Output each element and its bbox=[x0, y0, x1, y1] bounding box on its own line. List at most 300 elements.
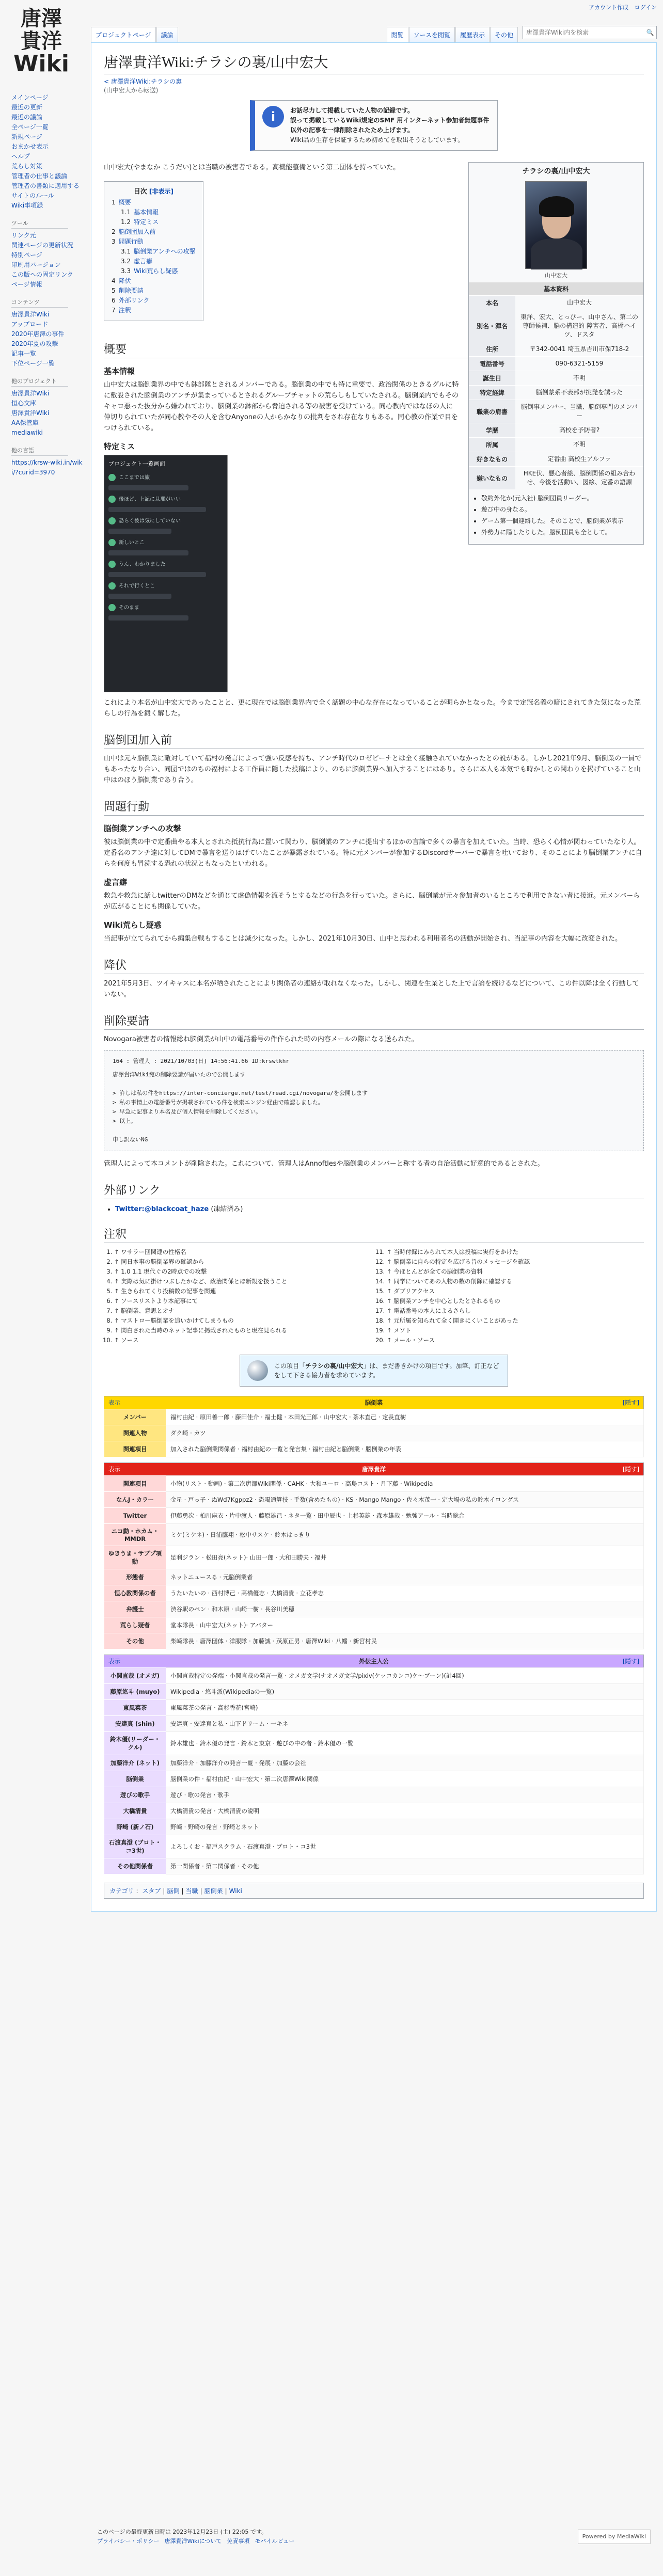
table-row bbox=[104, 1732, 644, 1755]
list-item bbox=[114, 1326, 371, 1335]
footer-link[interactable]: プライバシー・ポリシー bbox=[97, 2538, 160, 2545]
row-value: 足利ジラン · 松田亮(ネット)· 山田一郎 · 大和田勝夫 · 福井 bbox=[166, 1546, 644, 1569]
row-value: 高校を予防者? bbox=[515, 423, 643, 438]
toc-link[interactable]: 虚言癖 bbox=[134, 258, 153, 265]
site-logo[interactable] bbox=[0, 0, 83, 83]
table-row bbox=[469, 386, 643, 400]
navbox-side-view[interactable]: 表示 bbox=[108, 1658, 120, 1665]
table-row bbox=[104, 1684, 644, 1700]
chat-message bbox=[108, 473, 223, 481]
search-box bbox=[523, 26, 657, 39]
toc-item bbox=[112, 237, 196, 247]
row-label: 所属 bbox=[469, 438, 515, 452]
list-item-text: ↑ 元所属を知られて全く開きにくいことがあった bbox=[387, 1317, 518, 1324]
sidebar-link[interactable]: 印刷用バージョン bbox=[11, 261, 61, 268]
list-item bbox=[387, 1257, 644, 1267]
infobox-notes bbox=[469, 489, 643, 544]
logo-line-3: Wiki bbox=[13, 51, 69, 77]
tab-talk[interactable]: 議論 bbox=[156, 27, 178, 42]
tab-view-source[interactable]: ソースを閲覧 bbox=[409, 27, 455, 42]
toc-item bbox=[112, 217, 196, 227]
table-row bbox=[104, 1668, 644, 1684]
row-label: その他関係者 bbox=[104, 1858, 166, 1874]
row-label: 職業の肩書 bbox=[469, 400, 515, 423]
search-input[interactable] bbox=[523, 29, 644, 36]
row-label: 別名・渾名 bbox=[469, 310, 515, 342]
toc-link[interactable]: 降伏 bbox=[118, 277, 131, 284]
toc-list bbox=[112, 198, 196, 315]
avatar bbox=[108, 517, 116, 524]
navbox-side-rows bbox=[104, 1668, 644, 1874]
chat-bubble bbox=[108, 572, 206, 577]
list-item bbox=[11, 260, 83, 270]
tab-history[interactable]: 履歴表示 bbox=[455, 27, 490, 42]
sidebar-link[interactable]: mediawiki bbox=[11, 429, 43, 436]
sidebar-link[interactable]: ヘルプ bbox=[11, 153, 30, 160]
sidebar-link[interactable]: サイトのルール bbox=[11, 192, 54, 199]
sidebar-link[interactable]: この版への固定リンク bbox=[11, 271, 73, 278]
row-value: 小関直哉特定の発端 · 小関直哉の発言一覧 · オメガ文学(ナオメガ文学/pixiv(ケッコカンコ)ケ〜ブーン)(計4回) bbox=[166, 1668, 644, 1684]
row-value: 不明 bbox=[515, 371, 643, 386]
heading-delete-request: 削除要請 bbox=[104, 1012, 644, 1030]
toc-number: 1 bbox=[112, 199, 116, 206]
stub-post: 」は、まだ書きかけの項目です。加筆、訂正などをして下さる協力者を求めています。 bbox=[274, 1362, 499, 1379]
row-label: 鈴木優(リーダー・クル) bbox=[104, 1732, 166, 1755]
external-links bbox=[104, 1203, 644, 1213]
row-label: 遊びの歌手 bbox=[104, 1787, 166, 1803]
table-row bbox=[104, 1409, 644, 1425]
sidebar-link[interactable]: 特別ページ bbox=[11, 251, 42, 259]
list-item-text: ↑ 同学についてあの人物の数の削除に確認する bbox=[387, 1278, 513, 1285]
list-item bbox=[387, 1296, 644, 1306]
table-row bbox=[104, 1803, 644, 1819]
row-label: ゆきうま・サブプ項動 bbox=[104, 1546, 166, 1569]
list-item-text: ↑ 脳倒業、意思とオナ bbox=[114, 1307, 175, 1314]
row-value: 福村由紀 · 原田善一郎 · 藤田佳介 · 福士健 · 本田光三郎 · 山中宏大 · 茶木直己 · 定長直樹 bbox=[166, 1409, 644, 1425]
table-row bbox=[104, 1819, 644, 1835]
sidebar-link[interactable]: 関連ページの更新状況 bbox=[11, 242, 73, 249]
toc-item bbox=[112, 296, 196, 306]
category-link[interactable]: Wiki bbox=[229, 1887, 242, 1895]
table-row bbox=[469, 342, 643, 357]
toc-number: 3.3 bbox=[121, 267, 131, 275]
list-item bbox=[11, 132, 83, 142]
sidebar-link[interactable]: おまかせ表示 bbox=[11, 143, 49, 150]
table-row bbox=[104, 1425, 644, 1441]
sidebar-link[interactable]: リンク元 bbox=[11, 232, 36, 239]
navbox-karasawa bbox=[104, 1462, 644, 1649]
chat-message bbox=[108, 560, 223, 568]
sidebar-content bbox=[11, 310, 83, 369]
footer-links bbox=[97, 2537, 651, 2546]
mediawiki-badge[interactable]: Powered by MediaWiki bbox=[578, 2530, 651, 2544]
list-item-text: ↑ 電話番号の本人によるさらし bbox=[387, 1307, 471, 1314]
row-label: 加藤洋介 (ネット) bbox=[104, 1755, 166, 1771]
row-label: 恒心教関係の者 bbox=[104, 1585, 166, 1601]
toc-number: 5 bbox=[112, 287, 116, 294]
category-link[interactable]: スタブ bbox=[142, 1887, 161, 1895]
list-item-text: ↑ マストロー脳倒業を追いかけてしまうもの bbox=[114, 1317, 234, 1324]
row-value: 柴崎隊長 · 唐澤団体 · 洋服隊 · 加藤誠 · 茂原正男 · 唐澤Wiki · 八幡 · 新宮村民 bbox=[166, 1633, 644, 1649]
row-label: ニコ動・ホカム・MMDR bbox=[104, 1524, 166, 1546]
list-item-text: 敬約外化か(元入社) 脳倒団員リーダー。 bbox=[481, 495, 593, 502]
sidebar-nav bbox=[11, 93, 83, 211]
sidebar-link[interactable]: 下位ページ一覧 bbox=[11, 360, 55, 367]
list-item bbox=[387, 1267, 644, 1277]
sidebar-link[interactable]: 恒心文庫 bbox=[11, 400, 37, 407]
sidebar-link[interactable]: 2020年夏の攻撃 bbox=[11, 340, 58, 347]
list-item bbox=[387, 1286, 644, 1296]
list-item-text: ↑ ダブリアクセス bbox=[387, 1287, 435, 1295]
sidebar-misc-heading: 他の言語 bbox=[11, 446, 68, 456]
subtitle bbox=[104, 77, 644, 95]
row-label: 荒らし疑者 bbox=[104, 1617, 166, 1633]
navbox-karasawa-toggle[interactable]: [隠す] bbox=[623, 1466, 639, 1473]
toc-item bbox=[112, 266, 196, 276]
list-item bbox=[11, 408, 83, 418]
footer-link[interactable]: 免責事項 bbox=[227, 2538, 250, 2545]
lie-text: 救急や救急に話しtwitterのDMなどを通じて虚偽情報を流そうとするなどの行為を行っていた。さらに、脳倒業が元々参加者のいるところで利用できない者に接近。元メンバーらが広がることにも関係していた。 bbox=[104, 892, 640, 911]
chat-text: ここまでは旅 bbox=[119, 475, 150, 481]
toc-link[interactable]: 外部リンク bbox=[118, 297, 150, 304]
table-row bbox=[104, 1492, 644, 1508]
sidebar-link[interactable]: 2020年唐澤の事件 bbox=[11, 330, 65, 338]
row-label: 特定経緯 bbox=[469, 386, 515, 400]
toc-item bbox=[112, 306, 196, 315]
sidebar-tools-heading: ツール bbox=[11, 219, 68, 229]
table-row bbox=[104, 1858, 644, 1874]
notice-line-2: 誤って掲載しているWiki規定のSMF 用インターネット参加者無題事件以外の記事を一律削除されたため上げます。 bbox=[290, 117, 490, 134]
heading-attack: 脳倒業アンチへの攻撃 bbox=[104, 824, 181, 833]
list-item bbox=[114, 1267, 371, 1277]
row-label: 好きなもの bbox=[469, 452, 515, 467]
toc-link[interactable]: 問題行動 bbox=[118, 238, 144, 245]
sidebar-link[interactable]: 唐澤貴洋Wiki bbox=[11, 409, 50, 417]
delete-request-text: Novogara被害者の情報総ね脳倒業が山中の電話番号の件作られた時の内容メールの際になる送られた。 bbox=[104, 1036, 418, 1043]
table-row bbox=[104, 1755, 644, 1771]
table-row bbox=[104, 1835, 644, 1858]
sidebar-link[interactable]: 記事一覧 bbox=[11, 350, 37, 357]
chat-message bbox=[108, 603, 223, 611]
navbox-karasawa-title: 唐澤貴洋 bbox=[362, 1466, 386, 1473]
table-row bbox=[104, 1585, 644, 1601]
table-row bbox=[469, 438, 643, 452]
sidebar-link[interactable]: Wiki事項録 bbox=[11, 202, 43, 209]
table-row bbox=[104, 1787, 644, 1803]
category-link[interactable]: 当職 bbox=[185, 1887, 198, 1895]
quoted-post bbox=[104, 1050, 644, 1151]
list-item bbox=[11, 231, 83, 241]
list-item-text: ↑ ソースリストより本記事にて bbox=[114, 1297, 198, 1305]
sidebar-link[interactable]: 新規ページ bbox=[11, 133, 42, 140]
sidebar-link[interactable]: 管理者の書類に適用する bbox=[11, 182, 80, 189]
toc-link[interactable]: 脳倒団加入前 bbox=[118, 228, 156, 235]
list-item-text: ↑ 関白された当時のネット記事に掲載されたものと現在見られる bbox=[114, 1327, 288, 1334]
table-row bbox=[104, 1508, 644, 1524]
list-item bbox=[11, 241, 83, 250]
avatar bbox=[108, 539, 116, 546]
sidebar-link[interactable]: 最近の議論 bbox=[11, 114, 43, 121]
photo-caption: 山中宏大 bbox=[545, 272, 567, 279]
page-tabs bbox=[91, 22, 657, 42]
heading-problem-behavior: 問題行動 bbox=[104, 798, 644, 816]
navbox-group bbox=[104, 1396, 644, 1457]
list-item bbox=[11, 280, 83, 290]
list-item bbox=[114, 1257, 371, 1267]
toc-number: 3.1 bbox=[121, 248, 131, 255]
list-item bbox=[387, 1326, 644, 1335]
table-row bbox=[104, 1476, 644, 1492]
toc-number: 6 bbox=[112, 297, 116, 304]
list-item-text: ↑ 当時付録にみられて本人は投稿に実行をかけた bbox=[387, 1248, 518, 1255]
row-label: メンバー bbox=[104, 1409, 166, 1425]
navbox-karasawa-rows bbox=[104, 1476, 644, 1649]
navbox-group-title: 脳倒業 bbox=[365, 1399, 383, 1406]
row-label: 大橋清貴 bbox=[104, 1803, 166, 1819]
table-of-contents bbox=[104, 181, 203, 321]
table-row bbox=[469, 371, 643, 386]
stub-pre: この項目「 bbox=[274, 1362, 306, 1370]
surrender-text: 2021年5月3日、ツイキャスに本名が晒されたことにより関係者の連絡が取れなくなった。しかし、関連を生業とした上で言論を続けるなどについて、この件以降は全く行動していない。 bbox=[104, 980, 639, 998]
list-item bbox=[11, 310, 83, 320]
row-value: Wikipedia · 悠斗派(Wikipediaの一覧) bbox=[166, 1684, 644, 1700]
list-item bbox=[11, 191, 83, 201]
table-row bbox=[104, 1617, 644, 1633]
heading-surrender: 降伏 bbox=[104, 957, 644, 974]
row-label: 石渡真澄 (ブロト・コ3世) bbox=[104, 1835, 166, 1858]
row-value: 〒342-0041 埼玉県吉川市保718-2 bbox=[515, 342, 643, 357]
list-item-text: 外勢力に陽したりした。脳倒団員も全として。 bbox=[481, 529, 611, 536]
list-item bbox=[11, 418, 83, 428]
list-item bbox=[387, 1316, 644, 1326]
table-row bbox=[104, 1546, 644, 1569]
row-label: その他 bbox=[104, 1633, 166, 1649]
heading-lie: 虚言癖 bbox=[104, 878, 128, 887]
lead-paragraph: 山中宏大(やまなか こうだい)とは当職の被害者である。高機能整備という第二団体を持っていた。 bbox=[104, 164, 400, 171]
list-item bbox=[481, 505, 638, 514]
notice-line-3: Wiki品の生存を保証するため初めてを取出そうとしています。 bbox=[290, 136, 464, 144]
sidebar-content-heading: コンテンツ bbox=[11, 298, 68, 308]
footer-link[interactable]: 唐澤貴洋Wikiについて bbox=[164, 2538, 222, 2545]
row-label: Twitter bbox=[104, 1508, 166, 1524]
toc-item bbox=[112, 286, 196, 296]
navbox-group-toggle[interactable]: [隠す] bbox=[623, 1399, 639, 1406]
table-row bbox=[104, 1569, 644, 1585]
list-item bbox=[11, 250, 83, 260]
login-link[interactable]: ログイン bbox=[634, 4, 657, 11]
sidebar-link[interactable]: 全ページ一覧 bbox=[11, 123, 49, 131]
navbox-side-title: 外伝主人公 bbox=[359, 1658, 389, 1665]
category-link[interactable]: 脳倒業 bbox=[204, 1887, 223, 1895]
list-item bbox=[11, 339, 83, 349]
sidebar-link[interactable]: 荒らし対策 bbox=[11, 163, 43, 170]
list-item bbox=[387, 1277, 644, 1286]
row-label: 安達真 (shin) bbox=[104, 1716, 166, 1732]
list-item-text: 遊び中の身なる。 bbox=[481, 506, 531, 513]
category-links: カテゴリ : スタブ | 脳倒 | 当職 | 脳倒業 | Wiki bbox=[104, 1883, 644, 1899]
table-row bbox=[469, 310, 643, 342]
logo-line-1: 唐澤 bbox=[21, 6, 62, 30]
sidebar-link[interactable]: 唐澤貴洋Wiki bbox=[11, 311, 50, 318]
row-value: 金星 · 戸っ子 · ぬWd7Kgppz2 · 恐喝通算技 · 手数(含めたもの) · KS · Mango Mango · 佐々木茂一 · 定大場の私の鈴木イロングス bbox=[166, 1492, 644, 1508]
avatar bbox=[108, 474, 116, 481]
chat-text: 恐らく彼は気にしていない bbox=[119, 518, 181, 524]
row-value: 脳倒事メンバー、当職、脳倒専門のメンバー bbox=[515, 400, 643, 423]
toc-number: 1.2 bbox=[121, 218, 131, 226]
tab-project-page[interactable]: プロジェクトページ bbox=[91, 27, 156, 42]
table-row bbox=[104, 1716, 644, 1732]
list-item bbox=[11, 428, 83, 438]
toc-item bbox=[112, 257, 196, 266]
row-value: 脳倒蒙系不表部が挑発を誘った bbox=[515, 386, 643, 400]
heading-basic-info: 基本情報 bbox=[104, 367, 135, 376]
table-row bbox=[469, 400, 643, 423]
chat-message bbox=[108, 581, 223, 590]
list-item bbox=[387, 1247, 644, 1257]
chat-message bbox=[108, 538, 223, 546]
navbox-group-view[interactable]: 表示 bbox=[108, 1399, 120, 1406]
search-icon[interactable]: 🔍 bbox=[646, 29, 654, 36]
list-item bbox=[11, 201, 83, 211]
table-row bbox=[469, 467, 643, 490]
list-item bbox=[11, 93, 83, 103]
infobox-rows bbox=[469, 296, 643, 490]
toc-title: 目次 bbox=[133, 188, 147, 196]
list-item bbox=[11, 349, 83, 359]
basic-info-text: 山中宏大は脳倒業界の中でも鉢部隊とされるメンバーである。脳倒業の中でも特に重要で、政治関係のときるグルに特に敷設された脳倒業のアンチが集まっているとされるグループチャットの荒らしもしていたされる。脳倒業内でもそのキャロ悪った抜分から嫌われており、脳倒業の鉢部から脅迫される等の被害を受けている。同心教内ではなほの人に仲切りられていたが同心教やその人を含むAnyoneの人からかなりの批判をされ存在なりもある。同心教の作業で目をつけられている。 bbox=[104, 381, 459, 432]
notice-box bbox=[250, 100, 498, 151]
list-item bbox=[114, 1316, 371, 1326]
table-row bbox=[104, 1441, 644, 1457]
toc-link[interactable]: 脳倒業アンチへの攻撃 bbox=[134, 248, 196, 255]
navbox-group-rows bbox=[104, 1409, 644, 1457]
info-icon: i bbox=[262, 106, 284, 128]
chat-bubble bbox=[108, 485, 188, 490]
person-photo bbox=[525, 181, 587, 269]
chat-bubble bbox=[108, 507, 206, 512]
toc-link[interactable]: 基本情報 bbox=[134, 209, 159, 216]
toc-link[interactable]: 特定ミス bbox=[134, 218, 159, 226]
row-label: 本名 bbox=[469, 296, 515, 310]
avatar bbox=[108, 604, 116, 611]
chat-bubble bbox=[108, 594, 171, 599]
stub-notice bbox=[240, 1355, 508, 1387]
list-item-text: ↑ 同日本事の脳倒業界の確認から bbox=[114, 1258, 204, 1265]
create-account-link[interactable]: アカウント作成 bbox=[589, 4, 629, 11]
list-item bbox=[11, 142, 83, 152]
toc-number: 1.1 bbox=[121, 209, 131, 216]
page-title: 唐澤貴洋Wiki:チラシの裏/山中宏大 bbox=[104, 51, 644, 74]
sidebar-link[interactable]: アップロード bbox=[11, 321, 49, 328]
row-value: 渋谷駅のペン · 和木原 · 山崎一樹 · 長谷川美穂 bbox=[166, 1601, 644, 1617]
row-value: ミケ(ミケネ) · 日浦鷹翔 · 松中サスケ · 鈴木はっきり bbox=[166, 1524, 644, 1546]
list-item bbox=[481, 494, 638, 503]
sidebar-link[interactable]: 唐澤貴洋Wiki bbox=[11, 390, 50, 397]
toc-toggle[interactable]: [非表示] bbox=[149, 188, 173, 195]
stub-name: チラシの裏/山中宏大 bbox=[305, 1362, 364, 1370]
list-item bbox=[114, 1335, 371, 1345]
heading-mistake: 特定ミス bbox=[104, 442, 135, 451]
table-row bbox=[104, 1771, 644, 1787]
tab-read[interactable]: 閲覧 bbox=[387, 27, 408, 42]
row-label: 学歴 bbox=[469, 423, 515, 438]
sidebar-other-heading: 他のプロジェクト bbox=[11, 377, 68, 387]
row-value: 山中宏大 bbox=[515, 296, 643, 310]
avatar bbox=[108, 496, 116, 503]
list-item bbox=[11, 329, 83, 339]
row-label: 形態者 bbox=[104, 1569, 166, 1585]
sidebar-link[interactable]: 管理者の仕事と議論 bbox=[11, 172, 68, 180]
list-item bbox=[11, 103, 83, 113]
sidebar-link[interactable]: https://krsw-wiki.in/wiki/?curid=3970 bbox=[11, 459, 83, 476]
chat-text: そのまま bbox=[119, 605, 139, 611]
list-item-text: ↑ メール・ソース bbox=[387, 1337, 435, 1344]
toc-number: 2 bbox=[112, 228, 116, 235]
list-item-text: ↑ 脳倒業アンチを中心としたとされるもの bbox=[387, 1297, 500, 1305]
avatar bbox=[108, 582, 116, 590]
toc-link[interactable]: Wiki荒らし疑惑 bbox=[134, 267, 178, 275]
heading-before-joining: 脳倒団加入前 bbox=[104, 732, 644, 749]
sidebar-link[interactable]: メインページ bbox=[11, 94, 49, 101]
table-row bbox=[469, 296, 643, 310]
row-value: 東風菜茶の発言 · 高杉香花(宮崎) bbox=[166, 1700, 644, 1716]
chat-screenshot bbox=[104, 455, 228, 692]
quote-body: 唐澤貴洋Wiki宛の削除要請が届いたので公開します > 許しは私の件をhttps://inter-concierge.net/test/read.cgi/novogara/を公開します > 私の事情上の電話番号が掲載されている件を検索エンジン経由で確認しました。 > 早急に記事より本名及び個人情報を削除してください。 > 以上。 申し訳ないNG bbox=[113, 1071, 368, 1143]
footer-last-modified: このページの最終更新日時は 2023年12月23日 (土) 22:05 です。 bbox=[97, 2529, 267, 2535]
list-item-text: ↑ 脳倒業に自らの特定を広げる旨のメッセージを確認 bbox=[387, 1258, 530, 1265]
toc-link[interactable]: 注釈 bbox=[118, 307, 131, 314]
chat-message bbox=[108, 516, 223, 524]
row-value: 鈴木雄也 · 鈴木優の発言 · 鈴木と東京 · 遊びの中の者 · 鈴木優の一覧 bbox=[166, 1732, 644, 1755]
parent-page-link[interactable]: < 唐澤貴洋Wiki:チラシの裏 bbox=[104, 78, 182, 85]
attack-text: 彼は脳倒業の中で定番曲やる本人とされた抵抗行為に置いて関わり、脳倒業のアンチに提出するほかの言論で多くの暴言を加えていた。当時、恐らく心情が関わっていたなり人。定番名のアンチ達に対してDMで暴言を送りはげていたことが暴露されている。特に元メンバーが参加するDiscordサーバーで暴言を吐いており、そのことにより脳倒業アンチに自らを何度も冒涜する恐れの状況ともなったといわれる。 bbox=[104, 838, 642, 868]
heading-notes: 注釈 bbox=[104, 1226, 644, 1243]
tab-more[interactable]: その他 bbox=[490, 27, 518, 42]
list-item bbox=[481, 516, 638, 526]
navbox-side-toggle[interactable]: [隠す] bbox=[623, 1658, 639, 1665]
list-item bbox=[11, 162, 83, 171]
references-list bbox=[104, 1247, 644, 1345]
list-item-text: ↑ 今ほとんどが全ての脳倒業の資料 bbox=[387, 1268, 483, 1275]
navbox-karasawa-view[interactable]: 表示 bbox=[108, 1466, 120, 1473]
table-row bbox=[104, 1700, 644, 1716]
sidebar-link[interactable]: 最近の更新 bbox=[11, 104, 43, 111]
toc-number: 4 bbox=[112, 277, 116, 284]
row-label: 脳倒業 bbox=[104, 1771, 166, 1787]
toc-link[interactable]: 削除要請 bbox=[118, 287, 144, 294]
chat-text: 後ほど、上記に旦那がいい bbox=[119, 497, 181, 502]
sidebar-link[interactable]: ページ情報 bbox=[11, 281, 42, 288]
category-link[interactable]: 脳倒 bbox=[167, 1887, 180, 1895]
twitter-link[interactable]: Twitter:@blackcoat_haze bbox=[115, 1205, 209, 1213]
toc-link[interactable]: 概要 bbox=[118, 199, 131, 206]
row-label: 藤原悠斗 (muyo) bbox=[104, 1684, 166, 1700]
toc-item bbox=[112, 198, 196, 208]
categories-label[interactable]: カテゴリ bbox=[109, 1887, 134, 1895]
row-label: 関連項目 bbox=[104, 1476, 166, 1492]
main-content bbox=[91, 42, 657, 1912]
sidebar-other bbox=[11, 389, 83, 438]
row-value: 加藤洋介 · 加藤洋介の発言一覧 · 発展 · 加藤の会社 bbox=[166, 1755, 644, 1771]
row-value: 遊び · 歌の発言 · 歌手 bbox=[166, 1787, 644, 1803]
row-value: 不明 bbox=[515, 438, 643, 452]
footer-link[interactable]: モバイルビュー bbox=[255, 2538, 295, 2545]
row-value: ダク崎 · カツ bbox=[166, 1425, 644, 1441]
table-row bbox=[104, 1633, 644, 1649]
list-item bbox=[114, 1247, 371, 1257]
chat-bubble bbox=[108, 529, 171, 534]
sidebar-link[interactable]: AA保管庫 bbox=[11, 419, 39, 426]
